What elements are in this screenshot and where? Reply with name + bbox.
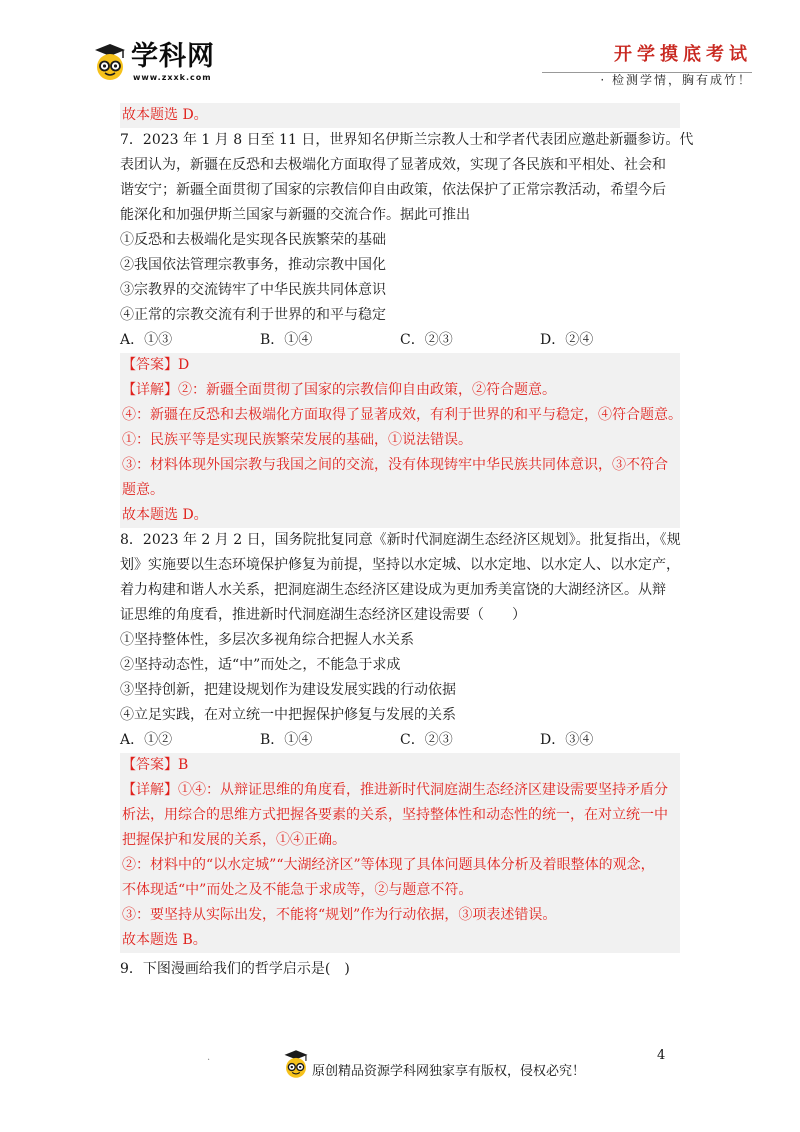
q8-stem-line: 证思维的角度看，推进新时代洞庭湖生态经济区建设需要（ ） <box>120 607 526 623</box>
q7-analysis-line: ①：民族平等是实现民族繁荣发展的基础，①说法错误。 <box>122 432 472 448</box>
q8-answer: 【答案】B <box>122 757 189 773</box>
q7-stem-line: 7．2023 年 1 月 8 日至 11 日，世界知名伊斯兰宗教人士和学者代表团应邀赴新疆参访。代 <box>120 132 694 148</box>
q8-conclusion: 故本题选 B。 <box>122 932 207 948</box>
prev-conclusion: 故本题选 D。 <box>122 107 208 123</box>
q8-option-a: A．①② <box>120 732 173 748</box>
q7-options <box>120 328 680 353</box>
page-header <box>0 0 800 100</box>
q8-item-1: ①坚持整体性，多层次多视角综合把握人水关系 <box>120 632 414 648</box>
q7-stem-line: 表团认为，新疆在反恐和去极端化方面取得了显著成效，实现了各民族和平相处、社会和 <box>120 157 666 173</box>
q7-option-a: A．①③ <box>120 332 173 348</box>
slogan-divider <box>542 72 752 73</box>
q8-analysis-line: 析法，用综合的思维方式把握各要素的关系，坚持整体性和动态性的统一，在对立统一中 <box>122 807 668 823</box>
q8-item-4: ④立足实践，在对立统一中把握保护修复与发展的关系 <box>120 707 456 723</box>
logo-url: www.zxxk.com <box>133 73 212 82</box>
q8-analysis-line: 把握保护和发展的关系，①④正确。 <box>122 832 346 848</box>
footer-dot: . <box>207 1052 211 1063</box>
page-footer <box>0 1040 800 1090</box>
q7-analysis-block <box>120 353 680 528</box>
q8-analysis-line: ③：要坚持从实际出发，不能将“规划”作为行动依据，③项表述错误。 <box>122 907 557 923</box>
q8-analysis-line: 【详解】①④：从辩证思维的角度看，推进新时代洞庭湖生态经济区建设需要坚持矛盾分 <box>122 782 668 798</box>
q7-option-d: D．②④ <box>540 332 594 348</box>
q7-stem-line: 谐安宁；新疆全面贯彻了国家的宗教信仰自由政策，依法保护了正常宗教活动，希望今后 <box>120 182 666 198</box>
zxxk-logo[interactable] <box>93 42 233 87</box>
q8-option-b: B．①④ <box>260 732 313 748</box>
question-9 <box>120 957 680 982</box>
logo-text: 学科网 <box>131 41 215 72</box>
q7-option-b: B．①④ <box>260 332 313 348</box>
q8-analysis-block <box>120 753 680 953</box>
q7-option-c: C．②③ <box>400 332 453 348</box>
q7-conclusion: 故本题选 D。 <box>122 507 208 523</box>
page-number: 4 <box>657 1048 666 1063</box>
question-7 <box>120 128 694 528</box>
q8-item-3: ③坚持创新，把建设规划作为建设发展实践的行动依据 <box>120 682 456 698</box>
prev-analysis-block <box>120 103 680 128</box>
q8-analysis-line: 不体现适“中”而处之及不能急于求成等，②与题意不符。 <box>122 882 473 898</box>
q7-stem-line: 能深化和加强伊斯兰国家与新疆的交流合作。据此可推出 <box>120 207 470 223</box>
q7-analysis-line: 题意。 <box>122 482 164 498</box>
slogan-title: 开学摸底考试 <box>614 44 752 65</box>
document-content <box>120 103 694 982</box>
q8-option-d: D．③④ <box>540 732 594 748</box>
q7-item-2: ②我国依法管理宗教事务，推动宗教中国化 <box>120 257 386 273</box>
q7-item-3: ③宗教界的交流铸牢了中华民族共同体意识 <box>120 282 386 298</box>
q7-answer: 【答案】D <box>122 357 190 373</box>
q8-stem-line: 划》实施要以生态环境保护修复为前提，坚持以水定城、以水定地、以水定人、以水定产， <box>120 557 680 573</box>
question-8 <box>120 528 680 953</box>
q7-analysis-line: ④：新疆在反恐和去极端化方面取得了显著成效，有利于世界的和平与稳定，④符合题意。 <box>122 407 682 423</box>
slogan <box>600 44 752 88</box>
q8-analysis-line: ②：材料中的“以水定城”“大湖经济区”等体现了具体问题具体分析及着眼整体的观念， <box>122 857 655 873</box>
q8-options <box>120 728 680 753</box>
q8-stem-line: 着力构建和谐人水关系，把洞庭湖生态经济区建设成为更加秀美富饶的大湖经济区。从辩 <box>120 582 666 598</box>
q7-analysis-line: ③：材料体现外国宗教与我国之间的交流，没有体现铸牢中华民族共同体意识，③不符合 <box>122 457 668 473</box>
q8-stem-line: 8．2023 年 2 月 2 日，国务院批复同意《新时代洞庭湖生态经济区规划》。批复指出，《规 <box>120 532 681 548</box>
copyright-notice: 原创精品资源学科网独家享有版权，侵权必究！ <box>312 1064 586 1079</box>
q9-stem: 9．下图漫画给我们的哲学启示是( ) <box>120 961 350 977</box>
mascot-icon <box>283 1048 309 1080</box>
q7-item-1: ①反恐和去极端化是实现各民族繁荣的基础 <box>120 232 386 248</box>
slogan-subtitle: · 检测学情，胸有成竹！ <box>600 73 752 87</box>
q7-analysis-line: 【详解】②：新疆全面贯彻了国家的宗教信仰自由政策，②符合题意。 <box>122 382 556 398</box>
q7-item-4: ④正常的宗教交流有利于世界的和平与稳定 <box>120 307 386 323</box>
q8-item-2: ②坚持动态性，适“中”而处之，不能急于求成 <box>120 657 401 673</box>
mascot-icon <box>93 42 127 82</box>
q8-option-c: C．②③ <box>400 732 453 748</box>
